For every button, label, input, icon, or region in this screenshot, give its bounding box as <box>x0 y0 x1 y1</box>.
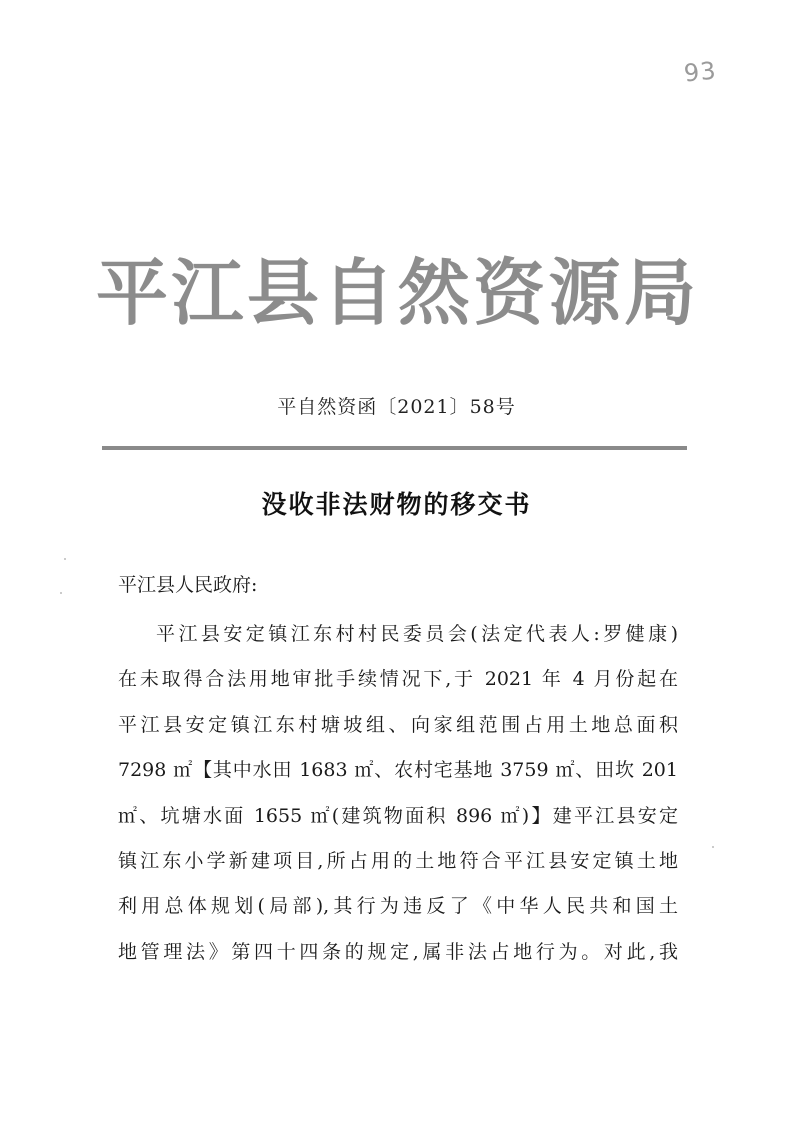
body-line: 利用总体规划(局部),其行为违反了《中华人民共和国土 <box>118 895 678 918</box>
handwritten-page-number: 93 <box>682 56 718 88</box>
body-line: 7298 ㎡【其中水田 1683 ㎡、农村宅基地 3759 ㎡、田坎 201 <box>118 759 678 782</box>
org-title-char: 然 <box>397 250 470 335</box>
org-title-char: 局 <box>623 250 696 335</box>
scan-speck <box>712 846 714 848</box>
body-paragraph <box>118 612 678 975</box>
recipient-line: 平江县人民政府: <box>118 574 258 596</box>
body-line: 地管理法》第四十四条的规定,属非法占地行为。对此,我 <box>118 940 678 963</box>
org-title-char: 自 <box>322 250 395 335</box>
header-divider <box>102 446 687 450</box>
document-reference-number: 平自然资函〔2021〕58号 <box>277 396 516 418</box>
body-line: 平江县安定镇江东村塘坡组、向家组范围占用土地总面积 <box>118 713 678 736</box>
org-title-char: 资 <box>473 250 546 335</box>
scan-speck <box>64 558 66 560</box>
org-title-char: 县 <box>246 250 319 335</box>
org-title-char: 江 <box>171 250 244 335</box>
body-line: 在未取得合法用地审批手续情况下,于 2021 年 4 月份起在 <box>118 668 678 691</box>
body-line: ㎡、坑塘水面 1655 ㎡(建筑物面积 896 ㎡)】建平江县安定 <box>118 804 678 827</box>
body-line: 平江县安定镇江东村村民委员会(法定代表人:罗健康) <box>156 623 678 645</box>
org-title-char: 平 <box>96 250 169 335</box>
org-title-char: 源 <box>548 250 621 335</box>
issuing-organization-title <box>96 248 696 338</box>
document-title: 没收非法财物的移交书 <box>261 490 532 519</box>
scan-speck <box>60 592 62 594</box>
body-line: 镇江东小学新建项目,所占用的土地符合平江县安定镇土地 <box>118 850 678 873</box>
